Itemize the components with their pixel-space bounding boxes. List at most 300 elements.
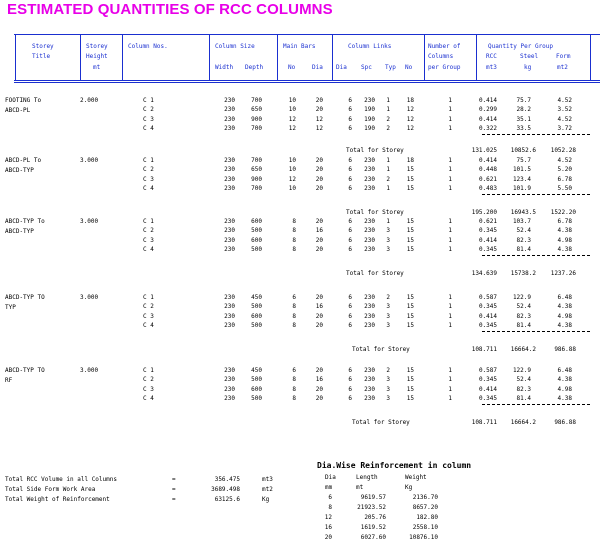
table-cell: 75.7 bbox=[516, 97, 531, 104]
table-cell: 230 bbox=[224, 236, 235, 244]
table-cell: 4.98 bbox=[557, 385, 572, 393]
table-cell: 230 bbox=[224, 97, 235, 104]
header-rule bbox=[14, 80, 600, 81]
table-cell: 6.48 bbox=[557, 294, 572, 301]
storey-total-label: Total for Storey bbox=[352, 419, 410, 426]
table-cell: 6 bbox=[348, 175, 352, 183]
table-cell: 1 bbox=[448, 236, 452, 244]
table-cell: 4.38 bbox=[557, 395, 572, 403]
header-dia: Dia bbox=[312, 64, 323, 71]
table-cell: 0.345 bbox=[478, 376, 497, 384]
total-divider bbox=[482, 404, 590, 406]
table-cell: 2 bbox=[386, 367, 390, 374]
table-cell: 81.4 bbox=[516, 246, 531, 254]
table-cell: 0.448 bbox=[478, 166, 497, 174]
table-cell: 500 bbox=[251, 322, 262, 330]
table-cell: 20 bbox=[315, 218, 323, 225]
table-cell: 230 bbox=[224, 312, 235, 320]
table-cell: 230 bbox=[364, 376, 375, 384]
column-no: C 1 bbox=[143, 367, 154, 374]
table-cell: 230 bbox=[364, 97, 375, 104]
dia-value: 6 bbox=[328, 494, 332, 501]
header-no: No bbox=[288, 64, 296, 71]
summary-unit: mt2 bbox=[262, 486, 273, 493]
table-cell: 4.38 bbox=[557, 227, 572, 235]
table-cell: 1 bbox=[448, 166, 452, 174]
table-cell: 230 bbox=[224, 227, 235, 235]
table-cell: 230 bbox=[364, 246, 375, 254]
table-cell: 190 bbox=[364, 125, 375, 133]
table-cell: 1 bbox=[448, 367, 452, 374]
summary-value: 356.475 bbox=[214, 476, 240, 483]
table-cell: 1 bbox=[386, 218, 390, 225]
table-cell: 0.621 bbox=[478, 175, 497, 183]
header-links-col: Spc bbox=[361, 64, 372, 71]
table-cell: 1 bbox=[448, 246, 452, 254]
storey-title: ABCD-TYP bbox=[5, 167, 34, 174]
table-cell: 1 bbox=[448, 312, 452, 320]
table-cell: 15 bbox=[406, 175, 414, 183]
table-cell: 3 bbox=[386, 376, 390, 384]
table-cell: 0.345 bbox=[478, 395, 497, 403]
table-cell: 0.322 bbox=[478, 125, 497, 133]
table-cell: 2 bbox=[386, 125, 390, 133]
table-cell: 230 bbox=[224, 175, 235, 183]
table-cell: 33.5 bbox=[516, 125, 531, 133]
table-cell: 18 bbox=[406, 97, 414, 104]
table-cell: 600 bbox=[251, 312, 262, 320]
dia-header: Dia bbox=[325, 474, 336, 481]
table-cell: 10 bbox=[288, 106, 296, 114]
table-cell: 230 bbox=[224, 115, 235, 123]
total-form: 1052.28 bbox=[550, 147, 576, 154]
table-cell: 15 bbox=[406, 246, 414, 254]
weight-value: 2136.70 bbox=[412, 494, 438, 501]
table-cell: 1 bbox=[448, 395, 452, 403]
table-cell: 12 bbox=[288, 125, 296, 133]
table-cell: 230 bbox=[364, 385, 375, 393]
table-cell: 15 bbox=[406, 185, 414, 193]
table-cell: 10 bbox=[288, 97, 296, 104]
table-cell: 6 bbox=[348, 157, 352, 164]
table-cell: 1 bbox=[448, 218, 452, 225]
table-cell: 3 bbox=[386, 246, 390, 254]
table-cell: 6 bbox=[348, 218, 352, 225]
table-cell: 1 bbox=[448, 322, 452, 330]
table-cell: 20 bbox=[315, 166, 323, 174]
table-cell: 1 bbox=[448, 385, 452, 393]
total-divider bbox=[482, 194, 590, 196]
table-cell: 16 bbox=[315, 227, 323, 235]
column-no: C 4 bbox=[143, 125, 154, 133]
summary-unit: mt3 bbox=[262, 476, 273, 483]
table-cell: 650 bbox=[251, 166, 262, 174]
table-cell: 52.4 bbox=[516, 227, 531, 235]
storey-title: ABCD-PL To bbox=[5, 157, 42, 164]
table-cell: 1 bbox=[448, 125, 452, 133]
table-cell: 0.345 bbox=[478, 303, 497, 311]
table-cell: 230 bbox=[364, 367, 375, 374]
table-cell: 230 bbox=[224, 157, 235, 164]
table-cell: 3 bbox=[386, 236, 390, 244]
summary-label: Total Side Form Work Area bbox=[5, 486, 96, 493]
summary-label: Total Weight of Reinforcement bbox=[5, 496, 110, 503]
column-no: C 3 bbox=[143, 175, 154, 183]
table-cell: 230 bbox=[364, 395, 375, 403]
table-cell: 3 bbox=[386, 303, 390, 311]
total-steel: 15738.2 bbox=[510, 270, 536, 277]
storey-title: RF bbox=[5, 377, 13, 384]
table-cell: 101.9 bbox=[512, 185, 531, 193]
column-no: C 3 bbox=[143, 385, 154, 393]
table-cell: 230 bbox=[364, 294, 375, 301]
table-cell: 16 bbox=[315, 376, 323, 384]
column-no: C 1 bbox=[143, 97, 154, 104]
table-cell: 0.414 bbox=[478, 115, 497, 123]
table-cell: 1 bbox=[448, 175, 452, 183]
summary-value: 3689.498 bbox=[211, 486, 240, 493]
header-mt: mt bbox=[93, 64, 101, 71]
table-cell: 230 bbox=[364, 303, 375, 311]
header-divider bbox=[15, 34, 16, 80]
header-rule bbox=[14, 82, 600, 83]
header-divider bbox=[424, 34, 425, 80]
table-cell: 5.20 bbox=[557, 166, 572, 174]
table-cell: 230 bbox=[224, 185, 235, 193]
table-cell: 1 bbox=[386, 185, 390, 193]
table-cell: 8 bbox=[292, 227, 296, 235]
table-cell: 122.9 bbox=[512, 294, 531, 301]
table-cell: 190 bbox=[364, 115, 375, 123]
table-cell: 900 bbox=[251, 175, 262, 183]
header-divider bbox=[332, 34, 333, 80]
summary-value: 63125.6 bbox=[214, 496, 240, 503]
table-cell: 6 bbox=[348, 395, 352, 403]
table-cell: 700 bbox=[251, 185, 262, 193]
table-cell: 82.3 bbox=[516, 312, 531, 320]
storey-title: ABCD-TYP bbox=[5, 228, 34, 235]
table-cell: 122.9 bbox=[512, 367, 531, 374]
table-cell: 1 bbox=[448, 227, 452, 235]
header-width: Width bbox=[215, 64, 234, 71]
total-form: 1522.20 bbox=[550, 209, 576, 216]
table-cell: 1 bbox=[448, 303, 452, 311]
table-cell: 230 bbox=[364, 322, 375, 330]
column-no: C 2 bbox=[143, 227, 154, 235]
column-no: C 4 bbox=[143, 246, 154, 254]
weight-unit: Kg bbox=[405, 484, 413, 491]
table-cell: 6 bbox=[348, 376, 352, 384]
table-cell: 8 bbox=[292, 303, 296, 311]
table-cell: 15 bbox=[406, 322, 414, 330]
table-cell: 8 bbox=[292, 395, 296, 403]
table-cell: 8 bbox=[292, 236, 296, 244]
storey-title: ABCD-PL bbox=[5, 107, 31, 114]
table-cell: 6 bbox=[348, 385, 352, 393]
table-cell: 230 bbox=[224, 125, 235, 133]
summary-equals: = bbox=[172, 496, 176, 503]
table-cell: 6 bbox=[348, 303, 352, 311]
length-unit: mt bbox=[356, 484, 364, 491]
dia-value: 8 bbox=[328, 504, 332, 511]
column-no: C 2 bbox=[143, 166, 154, 174]
table-cell: 0.299 bbox=[478, 106, 497, 114]
table-cell: 20 bbox=[315, 157, 323, 164]
table-cell: 600 bbox=[251, 218, 262, 225]
storey-total-label: Total for Storey bbox=[346, 147, 404, 154]
table-cell: 6 bbox=[348, 312, 352, 320]
header-links-col: Dia bbox=[336, 64, 347, 71]
table-header bbox=[0, 0, 600, 90]
table-cell: 8 bbox=[292, 322, 296, 330]
table-cell: 6 bbox=[348, 246, 352, 254]
table-cell: 500 bbox=[251, 246, 262, 254]
table-cell: 101.5 bbox=[512, 166, 531, 174]
table-cell: 0.414 bbox=[478, 312, 497, 320]
table-cell: 230 bbox=[364, 175, 375, 183]
table-cell: 75.7 bbox=[516, 157, 531, 164]
table-cell: 3.72 bbox=[557, 125, 572, 133]
table-cell: 3.52 bbox=[557, 106, 572, 114]
table-cell: 35.1 bbox=[516, 115, 531, 123]
table-cell: 5.50 bbox=[557, 185, 572, 193]
total-rcc: 195.200 bbox=[471, 209, 497, 216]
table-cell: 230 bbox=[364, 218, 375, 225]
length-value: 9619.57 bbox=[360, 494, 386, 501]
column-no: C 1 bbox=[143, 218, 154, 225]
table-cell: 6.48 bbox=[557, 367, 572, 374]
table-cell: 230 bbox=[224, 385, 235, 393]
table-cell: 700 bbox=[251, 125, 262, 133]
table-cell: 0.483 bbox=[478, 185, 497, 193]
header-columns: Columns bbox=[428, 53, 454, 60]
header-storey: Storey bbox=[32, 43, 54, 50]
header-divider bbox=[277, 34, 278, 80]
table-cell: 15 bbox=[406, 376, 414, 384]
table-cell: 0.345 bbox=[478, 246, 497, 254]
table-cell: 10 bbox=[288, 157, 296, 164]
table-cell: 230 bbox=[224, 246, 235, 254]
table-cell: 900 bbox=[251, 115, 262, 123]
table-cell: 0.414 bbox=[478, 97, 497, 104]
header-unit-steel: kg bbox=[524, 64, 532, 71]
dia-unit: mm bbox=[325, 484, 333, 491]
storey-total-label: Total for Storey bbox=[346, 270, 404, 277]
table-cell: 1 bbox=[448, 185, 452, 193]
table-cell: 230 bbox=[224, 322, 235, 330]
table-cell: 8 bbox=[292, 218, 296, 225]
table-cell: 20 bbox=[315, 367, 323, 374]
table-cell: 20 bbox=[315, 246, 323, 254]
total-steel: 10852.6 bbox=[510, 147, 536, 154]
header-steel: Steel bbox=[520, 53, 539, 60]
header-column-size: Column Size bbox=[215, 43, 255, 50]
table-cell: 12 bbox=[315, 115, 323, 123]
table-cell: 15 bbox=[406, 385, 414, 393]
report-title: ESTIMATED QUANTITIES OF RCC COLUMNS bbox=[7, 1, 333, 18]
table-cell: 4.98 bbox=[557, 236, 572, 244]
header-quantity-per-group: Quantity Per Group bbox=[488, 43, 554, 50]
table-cell: 230 bbox=[224, 303, 235, 311]
table-cell: 500 bbox=[251, 395, 262, 403]
table-cell: 0.587 bbox=[478, 367, 497, 374]
table-cell: 1 bbox=[386, 97, 390, 104]
table-cell: 4.38 bbox=[557, 322, 572, 330]
storey-title: ABCD-TYP TO bbox=[5, 294, 45, 301]
table-cell: 0.621 bbox=[478, 218, 497, 225]
table-cell: 230 bbox=[224, 106, 235, 114]
total-steel: 16943.5 bbox=[510, 209, 536, 216]
table-cell: 123.4 bbox=[512, 175, 531, 183]
total-divider bbox=[482, 134, 590, 136]
table-cell: 230 bbox=[224, 294, 235, 301]
dia-value: 20 bbox=[324, 534, 332, 541]
summary-label: Total RCC Volume in all Columns bbox=[5, 476, 117, 483]
header-divider bbox=[122, 34, 123, 80]
table-cell: 20 bbox=[315, 294, 323, 301]
table-cell: 230 bbox=[224, 376, 235, 384]
table-cell: 6 bbox=[292, 367, 296, 374]
storey-title: FOOTING To bbox=[5, 97, 42, 104]
table-cell: 4.98 bbox=[557, 312, 572, 320]
table-cell: 20 bbox=[315, 395, 323, 403]
total-steel: 16664.2 bbox=[510, 419, 536, 426]
table-cell: 1 bbox=[448, 157, 452, 164]
table-cell: 450 bbox=[251, 367, 262, 374]
header-divider bbox=[209, 34, 210, 80]
table-cell: 3 bbox=[386, 385, 390, 393]
table-cell: 2 bbox=[386, 175, 390, 183]
table-cell: 230 bbox=[224, 367, 235, 374]
header-unit-form: mt2 bbox=[557, 64, 568, 71]
table-cell: 6 bbox=[348, 367, 352, 374]
column-no: C 3 bbox=[143, 115, 154, 123]
table-cell: 230 bbox=[364, 185, 375, 193]
table-cell: 20 bbox=[315, 106, 323, 114]
table-cell: 4.52 bbox=[557, 97, 572, 104]
length-value: 1619.52 bbox=[360, 524, 386, 531]
table-cell: 1 bbox=[448, 97, 452, 104]
header-divider bbox=[590, 34, 591, 80]
length-value: 205.76 bbox=[364, 514, 386, 521]
total-rcc: 134.639 bbox=[471, 270, 497, 277]
table-cell: 82.3 bbox=[516, 236, 531, 244]
table-cell: 81.4 bbox=[516, 322, 531, 330]
weight-value: 10876.10 bbox=[409, 534, 438, 541]
header-height: Height bbox=[86, 53, 108, 60]
table-cell: 4.52 bbox=[557, 115, 572, 123]
table-cell: 6 bbox=[292, 294, 296, 301]
total-form: 986.88 bbox=[554, 346, 576, 353]
table-cell: 6 bbox=[348, 115, 352, 123]
table-cell: 230 bbox=[364, 236, 375, 244]
table-cell: 12 bbox=[288, 175, 296, 183]
length-header: Length bbox=[356, 474, 378, 481]
summary-unit: Kg bbox=[262, 496, 270, 503]
header-unit-rcc: mt3 bbox=[486, 64, 497, 71]
table-cell: 8 bbox=[292, 376, 296, 384]
table-cell: 15 bbox=[406, 166, 414, 174]
table-cell: 6.78 bbox=[557, 218, 572, 225]
table-cell: 6 bbox=[348, 227, 352, 235]
table-cell: 12 bbox=[288, 115, 296, 123]
table-cell: 15 bbox=[406, 236, 414, 244]
summary-equals: = bbox=[172, 476, 176, 483]
storey-title: TYP bbox=[5, 304, 16, 311]
table-cell: 0.414 bbox=[478, 385, 497, 393]
header-column-nos: Column Nos. bbox=[128, 43, 168, 50]
column-no: C 1 bbox=[143, 294, 154, 301]
table-cell: 2 bbox=[386, 294, 390, 301]
storey-title: ABCD-TYP To bbox=[5, 218, 45, 225]
dia-value: 12 bbox=[324, 514, 332, 521]
column-no: C 2 bbox=[143, 303, 154, 311]
table-cell: 0.345 bbox=[478, 322, 497, 330]
table-cell: 190 bbox=[364, 106, 375, 114]
table-cell: 4.38 bbox=[557, 303, 572, 311]
table-cell: 650 bbox=[251, 106, 262, 114]
header-form: Form bbox=[556, 53, 571, 60]
table-cell: 15 bbox=[406, 227, 414, 235]
table-cell: 6 bbox=[348, 185, 352, 193]
table-cell: 700 bbox=[251, 97, 262, 104]
length-value: 21923.52 bbox=[357, 504, 386, 511]
total-divider bbox=[482, 255, 590, 257]
table-cell: 20 bbox=[315, 97, 323, 104]
table-cell: 500 bbox=[251, 303, 262, 311]
storey-total-label: Total for Storey bbox=[352, 346, 410, 353]
header-links-col: No bbox=[405, 64, 413, 71]
table-cell: 12 bbox=[315, 125, 323, 133]
column-no: C 1 bbox=[143, 157, 154, 164]
table-cell: 15 bbox=[406, 395, 414, 403]
header-main-bars: Main Bars bbox=[283, 43, 316, 50]
table-cell: 6.78 bbox=[557, 175, 572, 183]
table-cell: 15 bbox=[406, 218, 414, 225]
summary-equals: = bbox=[172, 486, 176, 493]
total-rcc: 131.025 bbox=[471, 147, 497, 154]
storey-height: 3.000 bbox=[80, 218, 99, 225]
weight-header: Weight bbox=[405, 474, 427, 481]
table-cell: 3 bbox=[386, 312, 390, 320]
table-cell: 1 bbox=[448, 106, 452, 114]
storey-height: 2.000 bbox=[80, 97, 99, 104]
table-cell: 1 bbox=[386, 166, 390, 174]
table-cell: 6 bbox=[348, 97, 352, 104]
total-form: 1237.26 bbox=[550, 270, 576, 277]
weight-value: 2558.10 bbox=[412, 524, 438, 531]
table-cell: 700 bbox=[251, 157, 262, 164]
total-form: 986.88 bbox=[554, 419, 576, 426]
table-cell: 1 bbox=[448, 294, 452, 301]
table-cell: 4.38 bbox=[557, 376, 572, 384]
table-cell: 28.2 bbox=[516, 106, 531, 114]
table-cell: 20 bbox=[315, 385, 323, 393]
table-cell: 1 bbox=[448, 376, 452, 384]
dia-value: 16 bbox=[324, 524, 332, 531]
table-cell: 20 bbox=[315, 175, 323, 183]
weight-value: 8657.20 bbox=[412, 504, 438, 511]
table-cell: 3 bbox=[386, 395, 390, 403]
table-cell: 0.587 bbox=[478, 294, 497, 301]
table-cell: 20 bbox=[315, 185, 323, 193]
table-cell: 6 bbox=[348, 166, 352, 174]
table-cell: 4.38 bbox=[557, 246, 572, 254]
dia-wise-title: Dia.Wise Reinforcement in column bbox=[317, 461, 472, 470]
total-rcc: 108.711 bbox=[471, 346, 497, 353]
table-cell: 230 bbox=[364, 157, 375, 164]
table-cell: 1 bbox=[386, 157, 390, 164]
